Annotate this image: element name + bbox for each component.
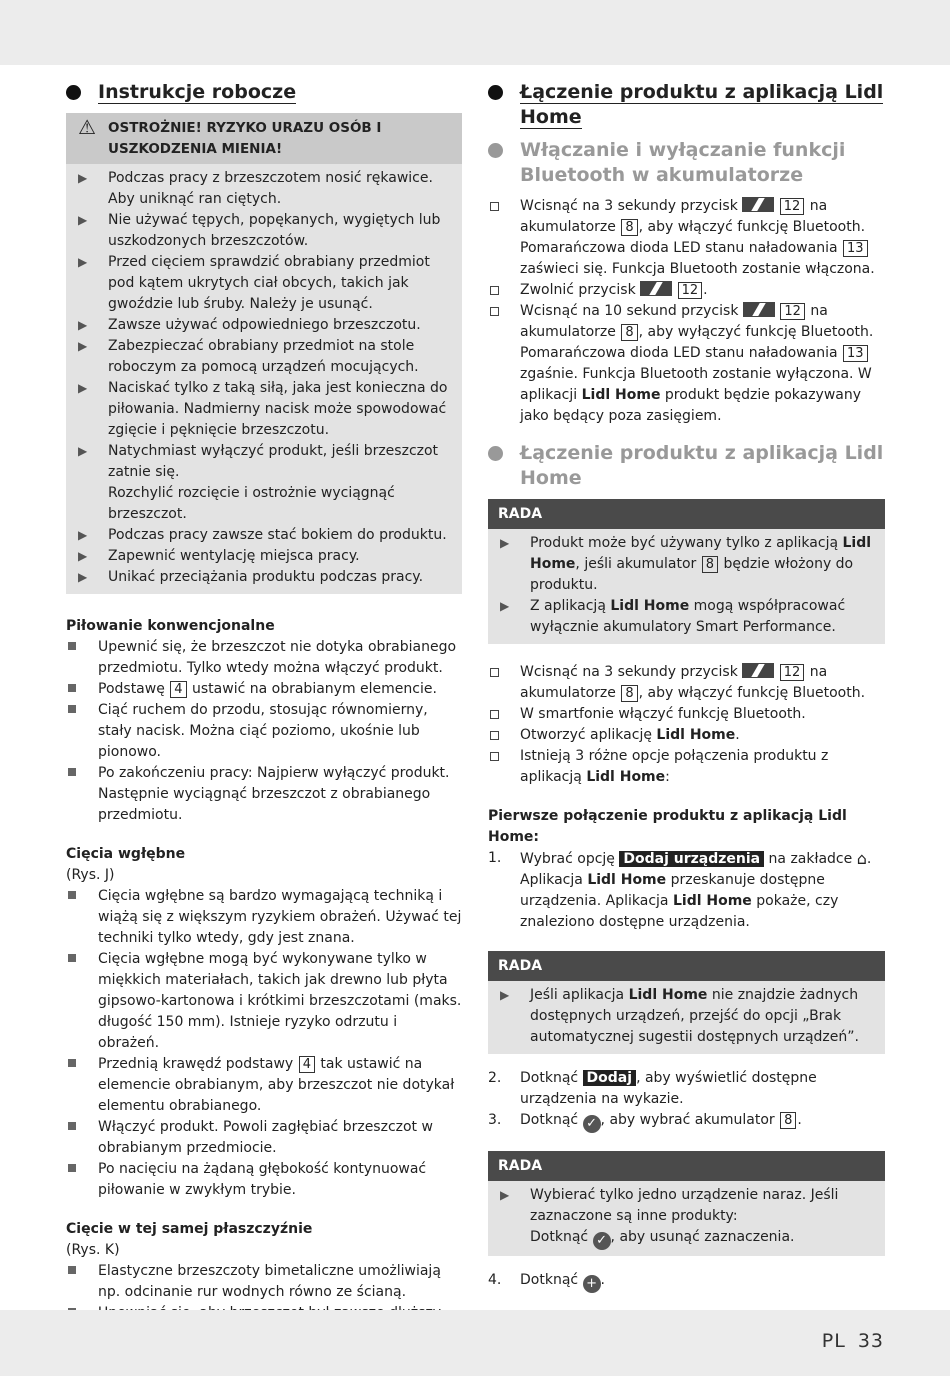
page-number: 33 — [857, 1330, 884, 1352]
warning-list-2 — [66, 525, 462, 588]
triangle-bullet-icon: ▶ — [500, 536, 510, 550]
list-item: ▶ Zawsze używać odpowiedniego brzeszczotu. — [66, 315, 454, 336]
list-item: Istnieją 3 różne opcje połączenia produktu z aplikacją Lidl Home: — [488, 746, 885, 788]
subsection-heading: Włączanie i wyłączanie funkcji Bluetooth w akumulatorze — [488, 138, 885, 188]
list-item: Przednią krawędź podstawy 4 tak ustawić na elemencie obrabianym, aby brzeszczot nie dotykał elementu obrabianego. — [66, 1054, 462, 1117]
list-item: Po zakończeniu pracy: Najpierw wyłączyć produkt. Następnie wyciągnąć brzeszczot z obrabianego przedmiotu. — [66, 763, 462, 826]
section-heading: Łączenie produktu z aplikacją Lidl Home — [488, 80, 885, 130]
page-footer — [810, 1331, 884, 1352]
tip-list — [488, 981, 885, 1048]
list-item: Po nacięciu na żądaną głębokość kontynuować piłowanie w zwykłym trybie. — [66, 1159, 462, 1201]
list-item: ▶ Natychmiast wyłączyć produkt, jeśli brzeszczot zatnie się. — [78, 443, 439, 480]
warning-box — [66, 113, 462, 594]
bullet-dot-icon — [488, 143, 503, 158]
triangle-bullet-icon: ▶ — [500, 599, 510, 613]
subsection-title: Cięcia wgłębne — [66, 846, 186, 862]
checkbox-bullet-icon — [490, 202, 499, 211]
list-item: 1. Wybrać opcję Dodaj urządzenia na zakładce ⌂. Aplikacja Lidl Home przeskanuje dostępne urządzenia. Aplikacja Lidl Home pokaże, czy znaleziono dostępne urządzenia. — [488, 849, 872, 930]
home-tab-icon[interactable]: ⌂ — [856, 849, 867, 868]
warning-title-1: OSTROŻNIE! RYZYKO URAZU OSÓB I — [108, 120, 382, 136]
list-item: Cięcia wgłębne mogą być wykonywane tylko w miękkich materiałach, takich jak drewno lub płyta gipsowo-kartonowa i krótkimi brzeszczotami (maks. długość 150 mm). Istnieje ryzyko odrzutu i obrażeń. — [66, 949, 462, 1054]
list-item: Otworzyć aplikację Lidl Home. — [488, 725, 885, 746]
bluetooth-button-icon — [640, 281, 672, 296]
list-item: ▶ Naciskać tylko z taką siłą, jaka jest konieczna do piłowania. Nadmierny nacisk może spowodować zgięcie i pęknięcie brzeszczotu. — [78, 380, 448, 438]
triangle-bullet-icon: ▶ — [78, 318, 88, 332]
bullet-dot-icon — [66, 85, 81, 100]
tip-box — [488, 1151, 885, 1256]
language-code: PL — [821, 1330, 846, 1352]
triangle-bullet-icon: ▶ — [78, 255, 88, 269]
checkbox-bullet-icon — [490, 710, 499, 719]
list-item: ▶ Nie używać tępych, popękanych, wygiętych lub uszkodzonych brzeszczotów. — [78, 212, 441, 249]
list-item: ▶ Zabezpieczać obrabiany przedmiot na stole roboczym za pomocą urządzeń mocujących. — [78, 338, 419, 375]
tip-list — [488, 529, 885, 638]
heading-text: Instrukcje robocze — [98, 81, 297, 103]
list-item: ▶ Z aplikacją Lidl Home mogą współpracować wyłącznie akumulatory Smart Performance. — [500, 598, 846, 635]
bullet-dot-icon — [488, 446, 503, 461]
triangle-bullet-icon: ▶ — [500, 988, 510, 1002]
figure-ref: (Rys. K) — [66, 1242, 120, 1258]
bluetooth-steps — [488, 196, 885, 427]
bottom-band — [0, 1310, 950, 1376]
list-item: ▶ Przed cięciem sprawdzić obrabiany przedmiot pod kątem ukrytych ciał obcych, takich jak gwoździe lub śruby. Należy je usunąć. — [78, 254, 430, 312]
triangle-bullet-icon: ▶ — [78, 444, 88, 458]
warning-title-2: USZKODZENIA MIENIA! — [108, 141, 283, 157]
tip-header: RADA — [488, 951, 885, 981]
bluetooth-button-icon — [742, 663, 774, 678]
list-item: Ciąć ruchem do przodu, stosując równomierny, stały nacisk. Można ciąć poziomo, ukośnie lub pionowo. — [66, 700, 462, 763]
list-item: 3. Dotknąć ✓ , aby wybrać akumulator 8 . — [488, 1112, 802, 1131]
steps-list — [66, 637, 462, 826]
list-item: Zwolnić przycisk 12 . — [488, 280, 885, 301]
list-item: 2. Dotknąć Dodaj , aby wyświetlić dostępne urządzenia na wykazie. — [488, 1070, 817, 1107]
add-devices-button[interactable]: Dodaj urządzenia — [619, 851, 764, 867]
triangle-bullet-icon: ▶ — [78, 171, 88, 185]
list-item: Elastyczne brzeszczoty bimetaliczne umożliwiają np. odcinanie rur wodnych równo ze ścianą. — [66, 1261, 462, 1303]
figure-ref: (Rys. J) — [66, 867, 115, 883]
subsection-title: Piłowanie konwencjonalne — [66, 618, 275, 634]
list-item: Cięcia wgłębne są bardzo wymagającą techniką i wiążą się z większym ryzykiem obrażeń. Używać tej techniki tylko wtedy, gdy jest znana. — [66, 886, 462, 949]
subsection-heading: Łączenie produktu z aplikacją Lidl Home — [488, 441, 885, 491]
triangle-bullet-icon: ▶ — [78, 549, 88, 563]
list-item: ▶ Zapewnić wentylację miejsca pracy. — [66, 546, 454, 567]
list-item: ▶ Wybierać tylko jedno urządzenie naraz. Jeśli zaznaczone są inne produkty: Dotknąć ✓ , aby usunąć zaznaczenia. — [500, 1187, 839, 1248]
bluetooth-button-icon — [742, 197, 774, 212]
square-bullet-icon — [68, 705, 76, 713]
list-item: 4. Dotknąć + . — [488, 1272, 605, 1291]
section-heading — [66, 80, 462, 105]
list-item: Włączyć produkt. Powoli zagłębiać brzeszczot w obrabianym przedmiocie. — [66, 1117, 462, 1159]
list-item: ▶ Produkt może być używany tylko z aplikacją Lidl Home, jeśli akumulator 8 będzie włożony do produktu. — [500, 535, 872, 593]
square-bullet-icon — [68, 1266, 76, 1274]
numbered-steps — [488, 848, 885, 933]
list-item: ▶ Unikać przeciążania produktu podczas pracy. — [66, 567, 454, 588]
part-number: 4 — [170, 681, 186, 698]
warning-triangle-icon: ⚠ — [78, 115, 96, 139]
list-item: Wcisnąć na 3 sekundy przycisk 12 na akumulatorze 8 , aby włączyć funkcję Bluetooth. Pomarańczowa dioda LED stanu naładowania 13 zaświeci się. Funkcja Bluetooth zostanie włączona. — [488, 196, 885, 280]
bluetooth-button-icon — [743, 302, 775, 317]
square-bullet-icon — [68, 1164, 76, 1172]
list-item: ▶ Podczas pracy zawsze stać bokiem do produktu. — [66, 525, 454, 546]
square-bullet-icon — [68, 1122, 76, 1130]
checkbox-bullet-icon — [490, 668, 499, 677]
square-bullet-icon — [68, 768, 76, 776]
list-item: Wcisnąć na 10 sekund przycisk 12 na akumulatorze 8 , aby wyłączyć funkcję Bluetooth. Pomarańczowa dioda LED stanu naładowania 13 zgaśnie. Funkcja Bluetooth zostanie wyłączona. W aplikacji Lidl Home produkt będzie pokazywany jako będący poza zasięgiem. — [488, 301, 885, 427]
square-bullet-icon — [68, 642, 76, 650]
list-item: Wcisnąć na 3 sekundy przycisk 12 na akumulatorze 8 , aby włączyć funkcję Bluetooth. — [488, 662, 885, 704]
square-bullet-icon — [68, 891, 76, 899]
triangle-bullet-icon: ▶ — [500, 1188, 510, 1202]
triangle-bullet-icon: ▶ — [78, 213, 88, 227]
warning-extra: Rozchylić rozcięcie i ostrożnie wyciągnąć brzeszczot. — [108, 485, 395, 522]
subsection-title: Cięcie w tej samej płaszczyźnie — [66, 1221, 313, 1237]
numbered-steps — [488, 1270, 885, 1293]
checkbox-bullet-icon — [490, 731, 499, 740]
tip-box — [488, 499, 885, 644]
plus-circle-icon[interactable]: + — [583, 1275, 601, 1293]
tip-box — [488, 951, 885, 1054]
left-column — [66, 80, 462, 1345]
top-band — [0, 0, 950, 65]
tip-header: RADA — [488, 1151, 885, 1181]
subsection-title: Pierwsze połączenie produktu z aplikacją Lidl Home: — [488, 808, 847, 845]
add-button[interactable]: Dodaj — [583, 1070, 637, 1086]
check-circle-icon[interactable]: ✓ — [583, 1115, 601, 1133]
connect-steps — [488, 662, 885, 788]
triangle-bullet-icon: ▶ — [78, 570, 88, 584]
numbered-steps — [488, 1068, 885, 1133]
list-item: ▶ Podczas pracy z brzeszczotem nosić rękawice. Aby uniknąć ran ciętych. — [78, 170, 433, 207]
triangle-bullet-icon: ▶ — [78, 381, 88, 395]
checkbox-bullet-icon — [490, 286, 499, 295]
tip-header: RADA — [488, 499, 885, 529]
right-column — [488, 80, 885, 1293]
list-item: Upewnić się, że brzeszczot nie dotyka obrabianego przedmiotu. Tylko wtedy można włączyć produkt. — [66, 637, 462, 679]
check-circle-icon[interactable]: ✓ — [593, 1232, 611, 1250]
list-item: W smartfonie włączyć funkcję Bluetooth. — [488, 704, 885, 725]
square-bullet-icon — [68, 954, 76, 962]
part-number: 4 — [299, 1056, 315, 1073]
warning-list — [66, 164, 462, 483]
square-bullet-icon — [68, 1059, 76, 1067]
triangle-bullet-icon: ▶ — [78, 339, 88, 353]
warning-header — [66, 113, 462, 164]
list-item: Podstawę 4 ustawić na obrabianym elemencie. — [66, 679, 462, 700]
steps-list — [66, 886, 462, 1201]
bullet-dot-icon — [488, 85, 503, 100]
list-item: ▶ Jeśli aplikacja Lidl Home nie znajdzie żadnych dostępnych urządzeń, przejść do opcji „Brak automatycznej sugestii dostępnych urządzeń”. — [500, 987, 859, 1045]
square-bullet-icon — [68, 684, 76, 692]
checkbox-bullet-icon — [490, 752, 499, 761]
triangle-bullet-icon: ▶ — [78, 528, 88, 542]
checkbox-bullet-icon — [490, 307, 499, 316]
tip-list — [488, 1181, 885, 1250]
